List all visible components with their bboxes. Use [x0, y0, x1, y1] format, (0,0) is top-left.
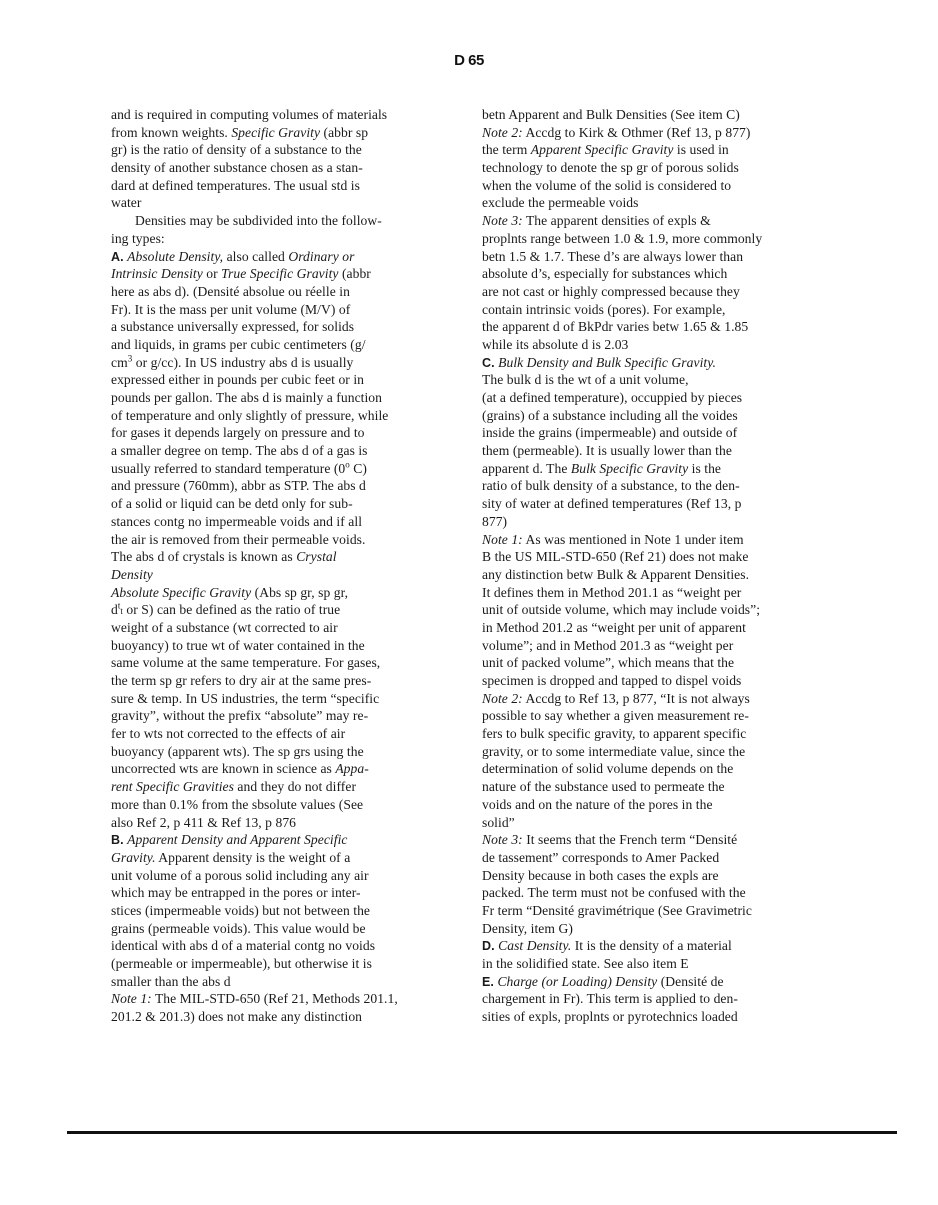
text-run: 201.2 & 201.3) does not make any distinction: [111, 1009, 363, 1025]
text-line: [111, 778, 456, 796]
text-run: or S) can be defined as the ratio of true: [122, 602, 341, 618]
text-line: [482, 707, 827, 725]
text-line: [111, 814, 456, 832]
text-line: [111, 548, 456, 566]
text-run: B the US MIL-STD-650 (Ref 21) does not make: [482, 549, 749, 565]
text-line: [482, 283, 827, 301]
text-line: [111, 513, 456, 531]
text-line: [111, 566, 456, 584]
text-line: [111, 212, 456, 230]
text-run: (abbr: [338, 266, 371, 282]
text-run: The abs d of crystals is known as: [111, 549, 297, 565]
text-line: [111, 248, 456, 266]
text-run: smaller than the abs d: [111, 973, 231, 989]
text-run: or g/cc). In US industry abs d is usually: [132, 354, 354, 370]
text-run: and they do not differ: [233, 779, 357, 795]
text-line: [482, 672, 827, 690]
text-line: [482, 814, 827, 832]
text-line: [482, 371, 827, 389]
text-line: [111, 106, 456, 124]
text-run: C): [349, 460, 367, 476]
text-line: [111, 424, 456, 442]
text-run: d: [111, 602, 118, 618]
italic-term: Apparent Density and Apparent Specific: [127, 832, 348, 848]
italic-term: Crystal: [296, 549, 337, 565]
text-line: [111, 354, 456, 372]
text-line: [111, 990, 456, 1008]
text-run: voids and on the nature of the pores in the: [482, 796, 713, 812]
text-run: which may be entrapped in the pores or inter-: [111, 885, 361, 901]
text-run: contain intrinsic voids (pores). For example,: [482, 301, 726, 317]
italic-term: Note 1:: [111, 991, 152, 1007]
text-run: specimen is dropped and tapped to dispel voids: [482, 673, 742, 688]
text-line: [111, 336, 456, 354]
text-run: gravity”, without the prefix “absolute” may re-: [111, 708, 369, 724]
italic-term: Bulk Specific Gravity: [570, 460, 689, 476]
text-run: expressed either in pounds per cubic feet or in: [111, 372, 364, 388]
text-run: chargement in Fr). This term is applied to den-: [482, 991, 738, 1007]
text-line: [111, 177, 456, 195]
text-line: [482, 248, 827, 266]
text-line: [482, 477, 827, 495]
text-line: [111, 725, 456, 743]
text-line: [482, 831, 827, 849]
italic-term: Appa-: [335, 761, 369, 777]
text-run: As was mentioned in Note 1 under item: [522, 531, 744, 547]
text-line: [111, 194, 456, 212]
text-run: sure & temp. In US industries, the term “specific: [111, 690, 380, 706]
text-run: the term: [482, 142, 531, 158]
text-line: [482, 336, 827, 354]
text-line: [482, 460, 827, 478]
text-line: [482, 584, 827, 602]
text-run: stices (impermeable voids) but not between the: [111, 902, 370, 918]
text-run: the air is removed from their permeable voids.: [111, 531, 366, 547]
text-line: [111, 141, 456, 159]
italic-term: Apparent Specific Gravity: [530, 142, 674, 158]
left-text-column: [111, 106, 456, 1026]
text-run: unit of outside volume, which may include voids”;: [482, 602, 761, 618]
text-run: while its absolute d is 2.03: [482, 336, 629, 352]
text-run: of temperature and only slightly of pressure, while: [111, 407, 389, 423]
text-run: in Method 201.2 as “weight per unit of apparent: [482, 619, 746, 635]
text-run: The MIL-STD-650 (Ref 21, Methods 201.1,: [151, 991, 398, 1007]
text-line: [111, 690, 456, 708]
text-line: [482, 177, 827, 195]
text-line: [482, 619, 827, 637]
text-run: uncorrected wts are known in science as: [111, 761, 336, 777]
italic-term: Note 3:: [482, 213, 523, 229]
text-line: [111, 884, 456, 902]
italic-term: Bulk Density and Bulk Specific Gravity.: [498, 354, 717, 370]
text-run: exclude the permeable voids: [482, 195, 639, 211]
text-line: [482, 566, 827, 584]
text-run: It is the density of a material: [571, 938, 732, 954]
text-line: [482, 194, 827, 212]
text-run: and is required in computing volumes of materials: [111, 107, 388, 122]
italic-term: Absolute Density,: [127, 248, 224, 264]
text-run: Density because in both cases the expls are: [482, 867, 719, 883]
text-run: cm: [111, 354, 128, 370]
text-run: Density, item G): [482, 920, 573, 936]
text-run: packed. The term must not be confused with the: [482, 885, 746, 901]
text-run: or: [202, 266, 222, 282]
text-line: [482, 424, 827, 442]
text-line: [482, 513, 827, 531]
text-run: grains (permeable voids). This value would be: [111, 920, 366, 936]
text-line: [111, 672, 456, 690]
text-line: [482, 601, 827, 619]
text-run: 877): [482, 513, 508, 529]
text-line: [482, 106, 827, 124]
text-run: volume”; and in Method 201.3 as “weight per: [482, 637, 734, 653]
text-run: the apparent d of BkPdr varies betw 1.65 & 1.85: [482, 319, 749, 335]
text-run: is used in: [673, 142, 729, 158]
text-line: [111, 531, 456, 549]
text-run: is the: [688, 460, 722, 476]
italic-term: Gravity.: [111, 849, 156, 865]
text-line: [482, 124, 827, 142]
text-run: technology to denote the sp gr of porous solids: [482, 160, 739, 176]
text-line: [111, 796, 456, 814]
text-run: water: [111, 195, 142, 211]
text-run: buoyancy) to true wt of water contained in the: [111, 637, 365, 653]
text-line: [482, 937, 827, 955]
text-run: density of another substance chosen as a stan-: [111, 160, 363, 176]
text-line: [111, 973, 456, 991]
text-run: absolute d’s, especially for substances which: [482, 266, 728, 282]
text-run: t: [117, 600, 121, 611]
text-run: t: [120, 606, 123, 617]
text-run: possible to say whether a given measurement re-: [482, 708, 749, 724]
text-run: Fr). It is the mass per unit volume (M/V) of: [111, 301, 351, 317]
text-line: [111, 902, 456, 920]
footer-rule-divider: [67, 1131, 897, 1134]
text-run: fers to bulk specific gravity, to apparent specific: [482, 726, 747, 742]
text-line: [482, 159, 827, 177]
text-line: [111, 619, 456, 637]
italic-term: Density: [111, 566, 153, 582]
text-run: inside the grains (impermeable) and outside of: [482, 425, 738, 441]
text-run: when the volume of the solid is considered to: [482, 177, 732, 193]
text-run: the term sp gr refers to dry air at the same pres-: [111, 673, 372, 688]
right-text-column: [482, 106, 827, 1026]
text-run: identical with abs d of a material contg no voids: [111, 938, 376, 954]
italic-term: Absolute Specific Gravity: [111, 584, 252, 600]
text-run: determination of solid volume depends on the: [482, 761, 734, 777]
text-run: The apparent densities of expls &: [522, 213, 711, 229]
text-line: [111, 920, 456, 938]
text-run: Densities may be subdivided into the follow-: [135, 213, 382, 229]
text-run: more than 0.1% from the sbsolute values (See: [111, 796, 364, 812]
text-line: [111, 442, 456, 460]
text-line: [482, 442, 827, 460]
text-run: betn 1.5 & 1.7. These d’s are always lower than: [482, 248, 744, 264]
text-line: [111, 283, 456, 301]
text-run: ing types:: [111, 230, 165, 246]
page-number-header: D 65: [454, 52, 484, 69]
text-run: (Densité de: [657, 973, 724, 989]
text-line: [111, 265, 456, 283]
text-line: [482, 725, 827, 743]
text-line: [482, 548, 827, 566]
text-line: [111, 707, 456, 725]
text-line: [111, 654, 456, 672]
text-run: also Ref 2, p 411 & Ref 13, p 876: [111, 814, 297, 830]
italic-term: Charge (or Loading) Density: [497, 973, 658, 989]
text-run: Accdg to Kirk & Othmer (Ref 13, p 877): [522, 124, 751, 140]
text-run: Apparent density is the weight of a: [155, 849, 351, 865]
text-run: in the solidified state. See also item E: [482, 956, 689, 971]
text-line: [111, 407, 456, 425]
text-line: [482, 495, 827, 513]
text-run: usually referred to standard temperature (0: [111, 460, 346, 476]
text-run: also called: [223, 248, 289, 264]
text-run: same volume at the same temperature. For gases,: [111, 655, 381, 671]
text-run: and pressure (760mm), abbr as STP. The abs d: [111, 478, 366, 494]
text-line: [111, 159, 456, 177]
section-letter: D.: [482, 939, 499, 954]
italic-term: rent Specific Gravities: [111, 779, 234, 795]
text-line: [482, 1008, 827, 1026]
italic-term: Intrinsic Density: [111, 266, 203, 282]
text-line: [111, 477, 456, 495]
text-run: Fr term “Densité gravimétrique (See Gravimetric: [482, 902, 752, 918]
text-line: [111, 849, 456, 867]
text-run: sities of expls, proplnts or pyrotechnics loaded: [482, 1009, 738, 1025]
text-run: de tassement” corresponds to Amer Packed: [482, 849, 720, 865]
text-line: [111, 637, 456, 655]
text-run: stances contg no impermeable voids and if all: [111, 513, 363, 529]
text-run: from known weights.: [111, 124, 232, 140]
text-run: any distinction betw Bulk & Apparent Densities.: [482, 566, 750, 582]
text-line: [111, 743, 456, 761]
text-run: for gases it depends largely on pressure and to: [111, 425, 365, 441]
text-line: [111, 1008, 456, 1026]
text-run: (permeable or impermeable), but otherwise it is: [111, 956, 372, 971]
italic-term: True Specific Gravity: [221, 266, 339, 282]
italic-term: Note 3:: [482, 832, 523, 848]
text-line: [482, 654, 827, 672]
text-run: It defines them in Method 201.1 as “weight per: [482, 584, 742, 600]
text-line: [482, 884, 827, 902]
text-line: [482, 867, 827, 885]
text-line: [111, 831, 456, 849]
text-run: fer to wts not corrected to the effects of air: [111, 726, 346, 742]
text-run: of a solid or liquid can be detd only for sub-: [111, 496, 353, 512]
text-line: [482, 354, 827, 372]
section-letter: E.: [482, 974, 498, 989]
text-run: buoyancy (apparent wts). The sp grs using the: [111, 743, 364, 759]
text-line: [482, 743, 827, 761]
text-run: gr) is the ratio of density of a substance to the: [111, 142, 362, 158]
text-line: [482, 212, 827, 230]
text-run: dard at defined temperatures. The usual std is: [111, 177, 360, 193]
section-letter: A.: [111, 249, 128, 264]
text-run: them (permeable). It is usually lower than the: [482, 443, 732, 459]
text-line: [111, 124, 456, 142]
text-line: [111, 301, 456, 319]
text-run: apparent d. The: [482, 460, 571, 476]
text-line: [482, 407, 827, 425]
text-line: [111, 955, 456, 973]
text-run: unit of packed volume”, which means that the: [482, 655, 735, 671]
text-run: sity of water at defined temperatures (Ref 13, p: [482, 496, 742, 512]
text-line: [111, 867, 456, 885]
text-line: [111, 760, 456, 778]
text-line: [111, 495, 456, 513]
text-line: [482, 778, 827, 796]
text-line: [111, 230, 456, 248]
text-line: [482, 265, 827, 283]
text-run: and liquids, in grams per cubic centimeters (g/: [111, 336, 366, 352]
text-run: It seems that the French term “Densité: [522, 832, 738, 848]
text-line: [482, 955, 827, 973]
italic-term: Note 1:: [482, 531, 523, 547]
text-run: (abbr sp: [320, 124, 369, 140]
text-run: unit volume of a porous solid including any air: [111, 867, 369, 883]
text-run: a smaller degree on temp. The abs d of a gas is: [111, 443, 368, 459]
italic-term: Cast Density.: [498, 938, 572, 954]
section-letter: C.: [482, 355, 499, 370]
text-line: [482, 637, 827, 655]
text-run: solid”: [482, 814, 515, 830]
italic-term: Ordinary or: [288, 248, 355, 264]
text-line: [482, 389, 827, 407]
text-line: [482, 230, 827, 248]
section-letter: B.: [111, 833, 128, 848]
text-line: [111, 389, 456, 407]
text-line: [482, 920, 827, 938]
text-run: nature of the substance used to permeate the: [482, 779, 725, 795]
text-run: betn Apparent and Bulk Densities (See item C): [482, 107, 740, 122]
text-line: [482, 301, 827, 319]
text-line: [111, 584, 456, 602]
text-run: gravity, or to some intermediate value, since the: [482, 743, 746, 759]
text-run: proplnts range between 1.0 & 1.9, more commonly: [482, 230, 763, 246]
text-line: [482, 990, 827, 1008]
text-line: [111, 460, 456, 478]
text-run: (Abs sp gr, sp gr,: [251, 584, 349, 600]
text-line: [482, 690, 827, 708]
text-line: [482, 902, 827, 920]
text-run: Accdg to Ref 13, p 877, “It is not always: [522, 690, 750, 706]
text-run: ratio of bulk density of a substance, to the den-: [482, 478, 740, 494]
text-run: a substance universally expressed, for solids: [111, 319, 355, 335]
italic-term: Specific Gravity: [231, 124, 321, 140]
text-line: [111, 937, 456, 955]
text-line: [111, 318, 456, 336]
text-run: The bulk d is the wt of a unit volume,: [482, 372, 689, 388]
italic-term: Note 2:: [482, 690, 523, 706]
text-run: o: [345, 459, 350, 470]
italic-term: Note 2:: [482, 124, 523, 140]
text-run: weight of a substance (wt corrected to air: [111, 619, 338, 635]
text-run: (at a defined temperature), occuppied by pieces: [482, 390, 743, 405]
text-line: [111, 371, 456, 389]
text-line: [482, 141, 827, 159]
text-line: [482, 973, 827, 991]
text-line: [482, 849, 827, 867]
text-run: pounds per gallon. The abs d is mainly a function: [111, 390, 383, 405]
text-line: [482, 531, 827, 549]
text-run: 3: [127, 353, 133, 364]
text-run: (grains) of a substance including all the voides: [482, 407, 738, 423]
text-line: [482, 318, 827, 336]
text-line: [482, 796, 827, 814]
text-run: are not cast or highly compressed because they: [482, 283, 740, 299]
text-line: [482, 760, 827, 778]
text-line: [111, 601, 456, 619]
text-run: here as abs d). (Densité absolue ou réelle in: [111, 283, 350, 299]
